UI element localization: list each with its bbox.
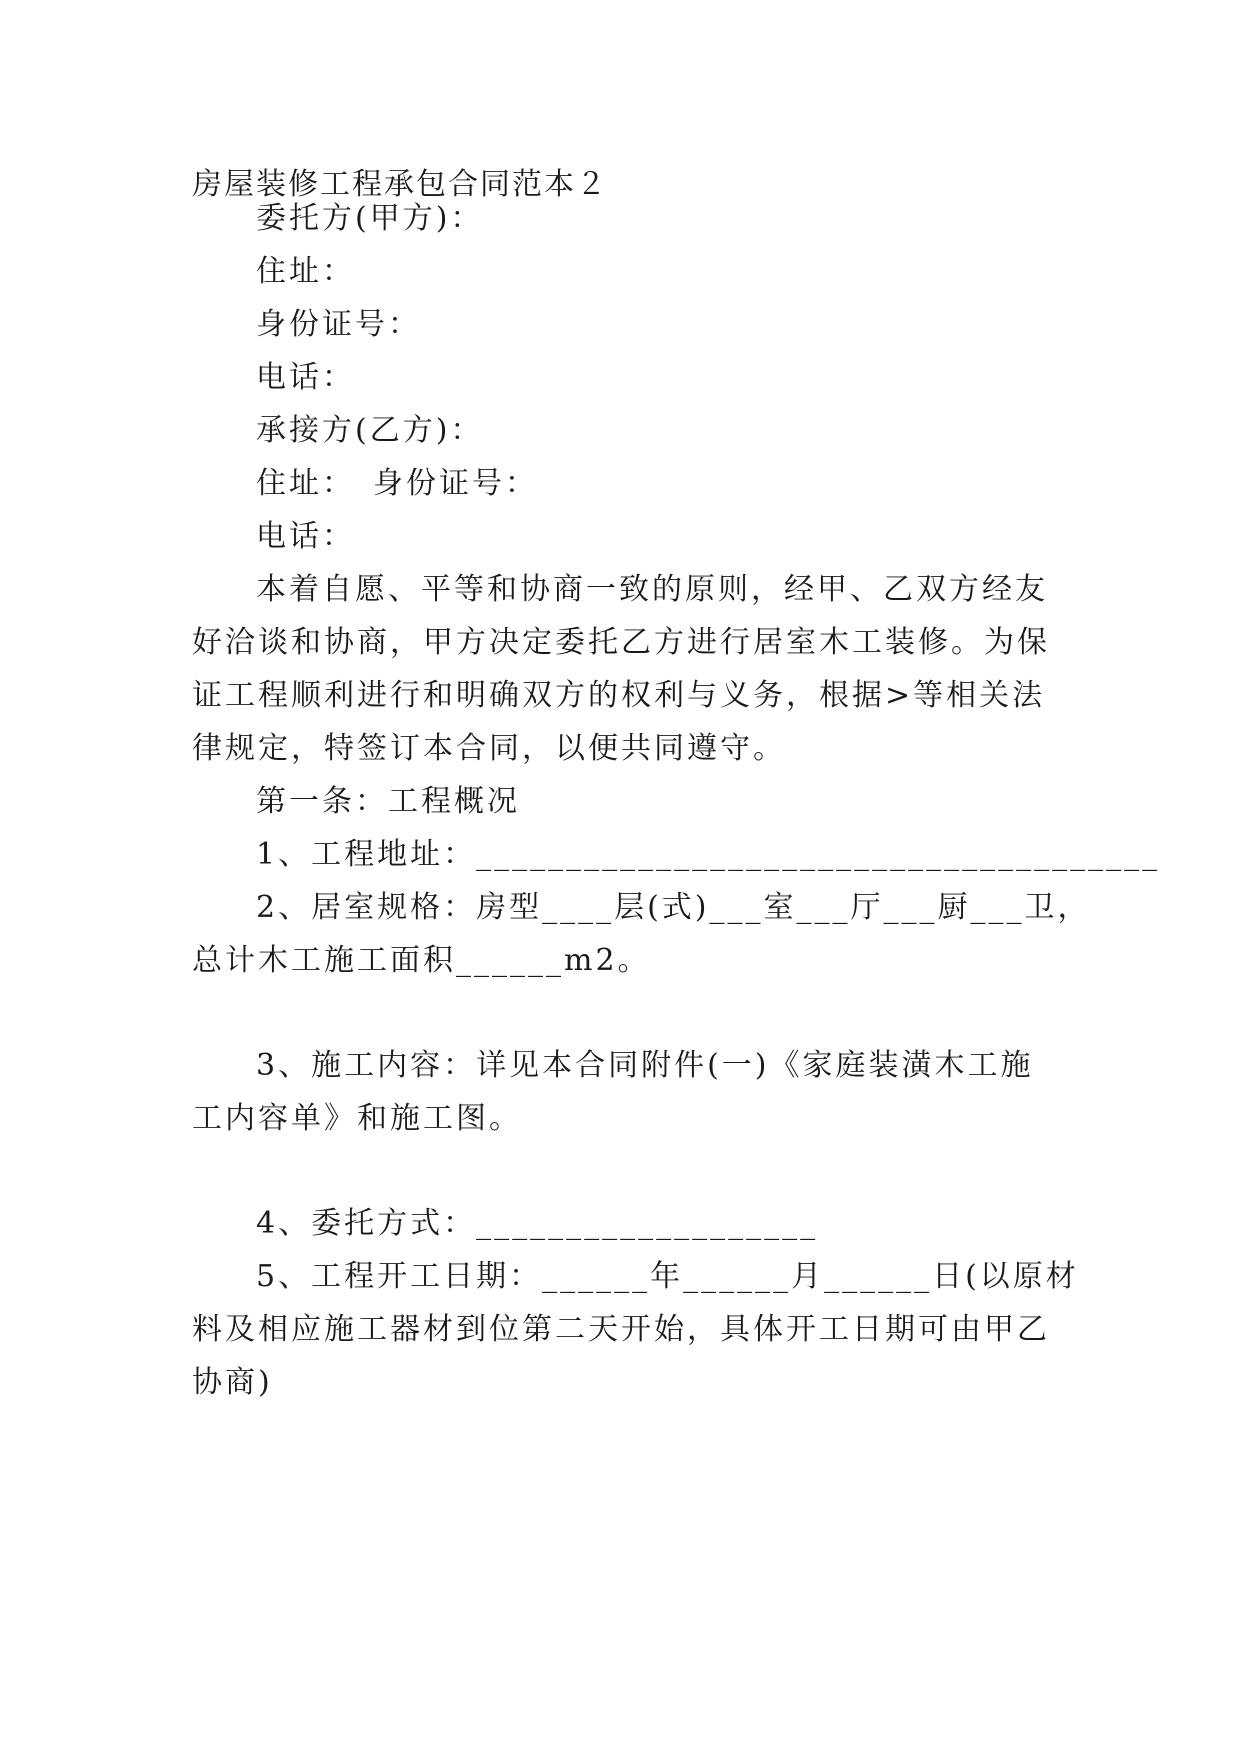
- item-4-commission-method: 4、委托方式：___________________: [256, 1206, 819, 1241]
- party-a-label: 委托方(甲方)：: [256, 201, 484, 236]
- item-3-content-line: 3、施工内容：详见本合同附件(一)《家庭装潢木工施: [256, 1048, 1034, 1083]
- intro-paragraph-line: 证工程顺利进行和明确双方的权利与义务，根据>等相关法: [192, 678, 1046, 713]
- item-5-start-date-line: 协商): [192, 1365, 273, 1400]
- party-b-label: 承接方(乙方)：: [256, 413, 484, 448]
- item-2-room-spec-line: 2、居室规格：房型____层(式)___室___厅___厨___卫，: [256, 890, 1091, 925]
- item-3-content-line: 工内容单》和施工图。: [192, 1101, 522, 1136]
- intro-paragraph-line: 律规定，特签订本合同，以便共同遵守。: [192, 731, 786, 766]
- party-b-address-id: 住址： 身份证号：: [256, 466, 538, 501]
- intro-paragraph-line: 好洽谈和协商，甲方决定委托乙方进行居室木工装修。为保: [192, 625, 1050, 660]
- party-a-phone: 电话：: [256, 360, 355, 395]
- party-b-phone: 电话：: [256, 519, 355, 554]
- article-1-heading: 第一条：工程概况: [256, 784, 520, 819]
- item-1-project-address: 1、工程地址：______________________________________: [256, 837, 1161, 872]
- party-a-address: 住址：: [256, 254, 355, 289]
- item-2-room-spec-line: 总计木工施工面积______m2。: [192, 943, 651, 978]
- party-a-id-number: 身份证号：: [256, 307, 421, 342]
- intro-paragraph-line: 本着自愿、平等和协商一致的原则，经甲、乙双方经友: [256, 572, 1048, 607]
- document-title: 房屋装修工程承包合同范本２: [192, 167, 608, 202]
- item-5-start-date-line: 5、工程开工日期：______年______月______日(以原材: [256, 1259, 1079, 1294]
- item-5-start-date-line: 料及相应施工器材到位第二天开始，具体开工日期可由甲乙: [192, 1312, 1050, 1347]
